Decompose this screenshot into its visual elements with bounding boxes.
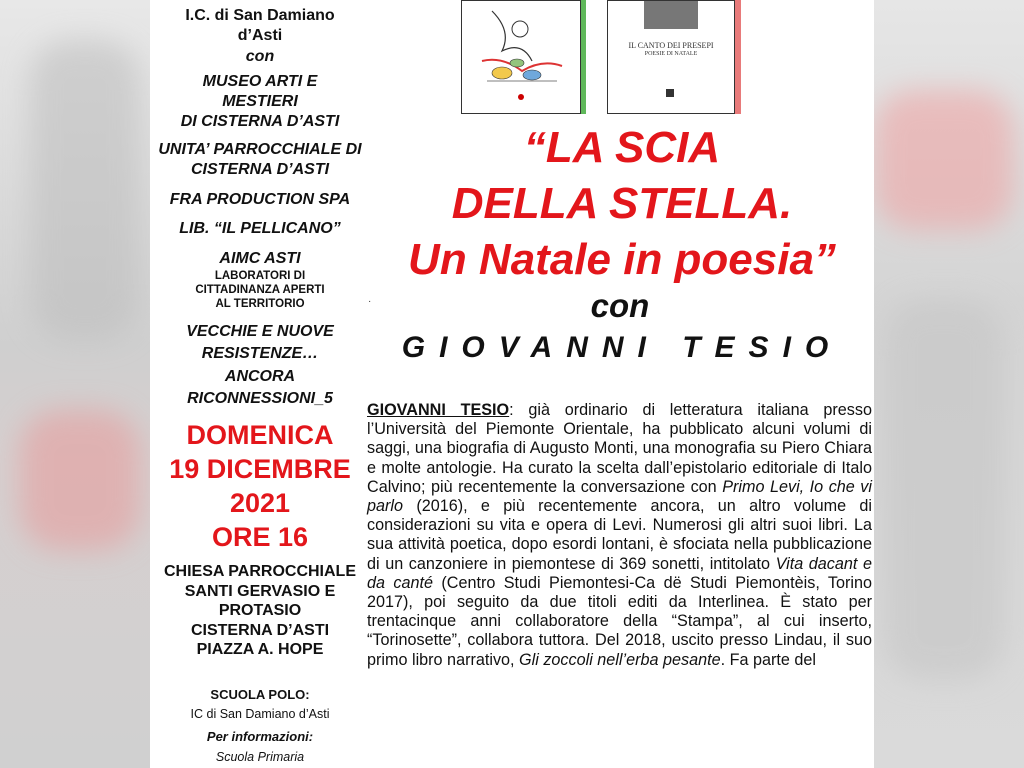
venue-line-2: SANTI GERVASIO E (184, 583, 336, 600)
date-day: 19 DICEMBRE (169, 454, 351, 484)
project-line-4: RICONNESSIONI_5 (187, 390, 333, 407)
event-title-line-1: “LA SCIA (523, 123, 721, 172)
stray-dot: · (368, 296, 372, 307)
info-value: Scuola Primaria (215, 750, 305, 764)
partner-5: AIMC ASTI (219, 250, 301, 267)
con-label: con (245, 48, 275, 65)
bio-text-2: (2016), e più recentemente ancora, un altro volume di considerazioni su vita e opera di Levi. Numerosi gli altri suoi libri. La sua attività poetica, dopo esordi lontani, è sfociata nella pubblicazione di un canzoniere in piemontese di 369 sonetti, intitolato (367, 497, 872, 573)
venue-line-5: PIAZZA A. HOPE (196, 641, 324, 658)
org-line1: I.C. di San Damiano (185, 7, 335, 24)
aimc-sub-3: AL TERRITORIO (215, 298, 305, 310)
event-title-line-3: Un Natale in poesia” (408, 235, 836, 284)
book-cover-2 (607, 0, 735, 114)
author-bio (367, 401, 872, 670)
project-line-2: RESISTENZE… (201, 345, 319, 362)
partner-1c: DI CISTERNA D’ASTI (180, 113, 340, 130)
school-name: IC di San Damiano d’Asti (190, 707, 330, 721)
venue-line-4: CISTERNA D’ASTI (190, 622, 330, 639)
flyer-page (150, 0, 874, 768)
org-line2: d’Asti (237, 27, 283, 44)
bio-text-3: (Centro Studi Piemontesi-Ca dë Studi Piemontèis, Torino 2017), poi seguito da due titoli editi da Interlinea. È stato per trentacinque anni collaboratore della “Stampa”, al cui inserto, “Torinosette”, collabora tuttora. Del 2018, uscito presso Lindau, il suo primo libro narrativo, (367, 573, 872, 669)
aimc-sub-1: LABORATORI DI (214, 270, 306, 282)
venue-line-3: PROTASIO (218, 602, 302, 619)
publisher-logo (666, 89, 674, 97)
date-year: 2021 (229, 488, 291, 518)
bio-text-4: . Fa parte del (720, 650, 816, 669)
partner-1b: MESTIERI (222, 93, 298, 110)
partner-2b: CISTERNA D’ASTI (190, 161, 330, 178)
info-label: Per informazioni: (206, 729, 314, 744)
cover-illustration (462, 1, 580, 113)
bio-book-1: Primo Levi, Io che vi parlo (367, 477, 872, 516)
book-cover-1 (461, 0, 581, 114)
con-heading: con (590, 287, 650, 324)
blurred-background-left (0, 0, 150, 768)
date-weekday: DOMENICA (186, 420, 334, 450)
project-line-3: ANCORA (224, 368, 296, 385)
partner-2: UNITA’ PARROCCHIALE DI (158, 141, 362, 158)
partner-4: LIB. “IL PELLICANO” (179, 220, 341, 237)
cover-photo (644, 1, 698, 29)
book2-subtitle: POESIE DI NATALE (644, 51, 698, 57)
school-label: SCUOLA POLO: (210, 687, 310, 702)
venue-line-1: CHIESA PARROCCHIALE (163, 563, 356, 580)
book2-title: IL CANTO DEI PRESEPI (628, 41, 714, 50)
bio-book-2: Vita dacant e da canté (367, 554, 873, 592)
project-line-1: VECCHIE E NUOVE (186, 323, 334, 340)
author-name: GIOVANNI TESIO (401, 331, 843, 364)
blurred-background-right (874, 0, 1024, 768)
aimc-sub-2: CITTADINANZA APERTI (195, 284, 325, 296)
bio-text-1: : già ordinario di letteratura italiana presso l’Università del Piemonte Orientale, ha pubblicato alcuni volumi di saggi, una biografia di Augusto Monti, una monografia su Piero Chiara e molte antologie. Ha curato la scelta dall’epistolario editoriale di Italo Calvino; più recentemente la conversazione con (367, 401, 872, 496)
partner-1: MUSEO ARTI E (202, 73, 318, 90)
bio-name: GIOVANNI TESIO (367, 401, 510, 419)
partner-3: FRA PRODUCTION SPA (169, 191, 351, 208)
bio-book-3: Gli zoccoli nell’erba pesante (519, 650, 721, 669)
date-time: ORE 16 (211, 522, 309, 552)
event-title-line-2: DELLA STELLA. (451, 179, 793, 228)
